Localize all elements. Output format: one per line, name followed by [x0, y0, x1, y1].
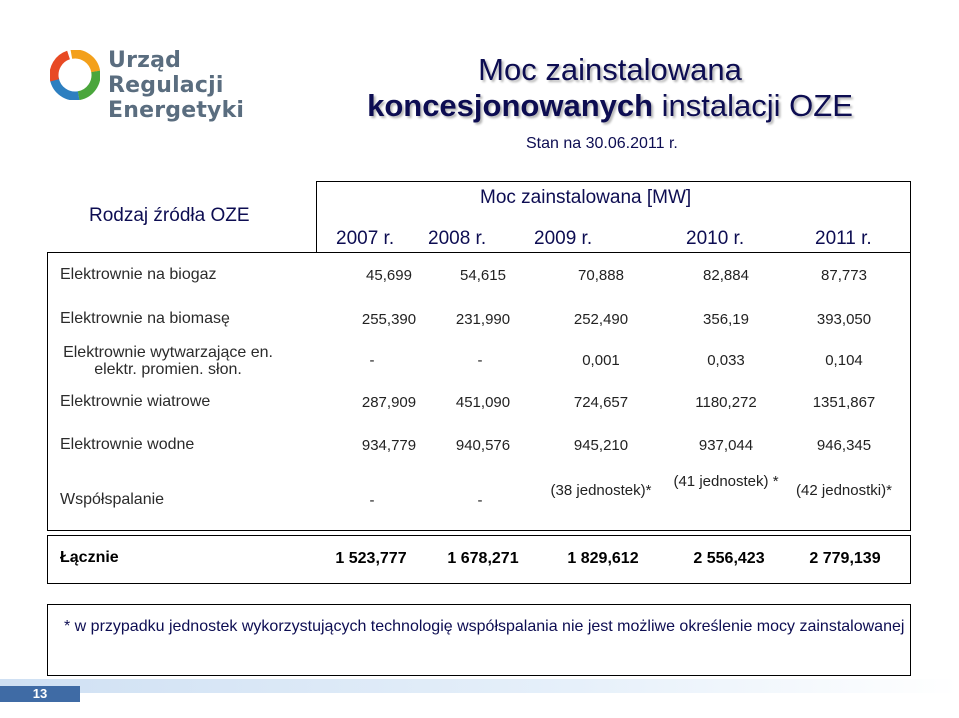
- table-cell: (42 jednostki)*: [796, 482, 892, 499]
- table-cell: (38 jednostek)*: [550, 482, 652, 499]
- footnote: * w przypadku jednostek wykorzystujących technologię współspalania nie jest możliwe określenie mocy zainstalowanej: [64, 618, 905, 635]
- table-cell: 724,657: [573, 394, 629, 411]
- data-box: [47, 252, 911, 531]
- table-cell: 70,888: [578, 267, 624, 284]
- table-cell: 451,090: [455, 394, 511, 411]
- table-cell: -: [369, 492, 375, 509]
- row-label: Elektrownie wodne: [60, 436, 195, 453]
- group-header-label: Moc zainstalowana [MW]: [480, 187, 692, 208]
- total-cell: 1 523,777: [335, 550, 407, 567]
- title-line-2-rest: instalacji OZE: [661, 88, 853, 123]
- table-cell: 934,779: [361, 437, 417, 454]
- table-cell: 1180,272: [695, 394, 757, 411]
- table-cell: 45,699: [366, 267, 412, 284]
- page-title: [330, 52, 890, 124]
- row-label: Elektrownie wiatrowe: [60, 393, 211, 410]
- row-label: Elektrownie na biomasę: [60, 310, 230, 327]
- row-header-label: Rodzaj źródła OZE: [89, 205, 250, 226]
- table-cell: 1351,867: [812, 394, 876, 411]
- table-cell: -: [477, 352, 483, 369]
- table-cell: 945,210: [573, 437, 629, 454]
- year-header: 2011 r.: [815, 228, 872, 249]
- table-cell: 940,576: [455, 437, 511, 454]
- year-header: 2010 r.: [686, 228, 745, 249]
- table-cell: 0,033: [707, 352, 745, 369]
- table-cell: 252,490: [573, 311, 629, 328]
- table-cell: 82,884: [703, 267, 749, 284]
- table-cell: 0,001: [582, 352, 620, 369]
- year-header: 2008 r.: [428, 228, 487, 249]
- table-cell: 393,050: [816, 311, 872, 328]
- ure-logo: [50, 46, 290, 123]
- table-cell: 255,390: [361, 311, 417, 328]
- total-cell: 2 779,139: [809, 550, 881, 567]
- title-line-1: Moc zainstalowana: [478, 52, 742, 87]
- table-cell: -: [477, 492, 483, 509]
- total-cell: 1 678,271: [447, 550, 519, 567]
- page-number: 13: [0, 686, 80, 702]
- row-label-line-2: elektr. promien. słon.: [94, 361, 242, 378]
- title-line-2-bold: koncesjonowanych: [367, 88, 654, 123]
- year-header: 2009 r.: [534, 228, 593, 249]
- table-cell: 54,615: [460, 267, 506, 284]
- table-cell: 946,345: [816, 437, 872, 454]
- ure-logo-icon: [50, 50, 100, 100]
- table-cell: -: [369, 352, 375, 369]
- bottom-decoration-bar: [0, 679, 959, 693]
- row-label: Współspalanie: [60, 491, 165, 508]
- logo-line-1: Urząd Regulacji: [108, 48, 224, 98]
- row-label: Elektrownie na biogaz: [60, 266, 217, 283]
- page-subtitle: Stan na 30.06.2011 r.: [526, 135, 678, 152]
- table-cell: 287,909: [361, 394, 417, 411]
- table-cell: 87,773: [821, 267, 867, 284]
- footnote-box: [47, 604, 911, 676]
- total-label: Łącznie: [60, 549, 119, 566]
- total-cell: 1 829,612: [567, 550, 639, 567]
- table-cell: 231,990: [455, 311, 511, 328]
- row-label: [58, 344, 278, 378]
- year-header: 2007 r.: [336, 228, 395, 249]
- table-cell: 0,104: [825, 352, 863, 369]
- table-cell: 937,044: [698, 437, 754, 454]
- table-cell: 356,19: [703, 311, 749, 328]
- table-cell: (41 jednostek) *: [673, 473, 779, 490]
- logo-line-2: Energetyki: [108, 98, 245, 123]
- logo-wordmark: [108, 48, 290, 123]
- row-label-line-1: Elektrownie wytwarzające en.: [63, 344, 273, 361]
- total-cell: 2 556,423: [693, 550, 765, 567]
